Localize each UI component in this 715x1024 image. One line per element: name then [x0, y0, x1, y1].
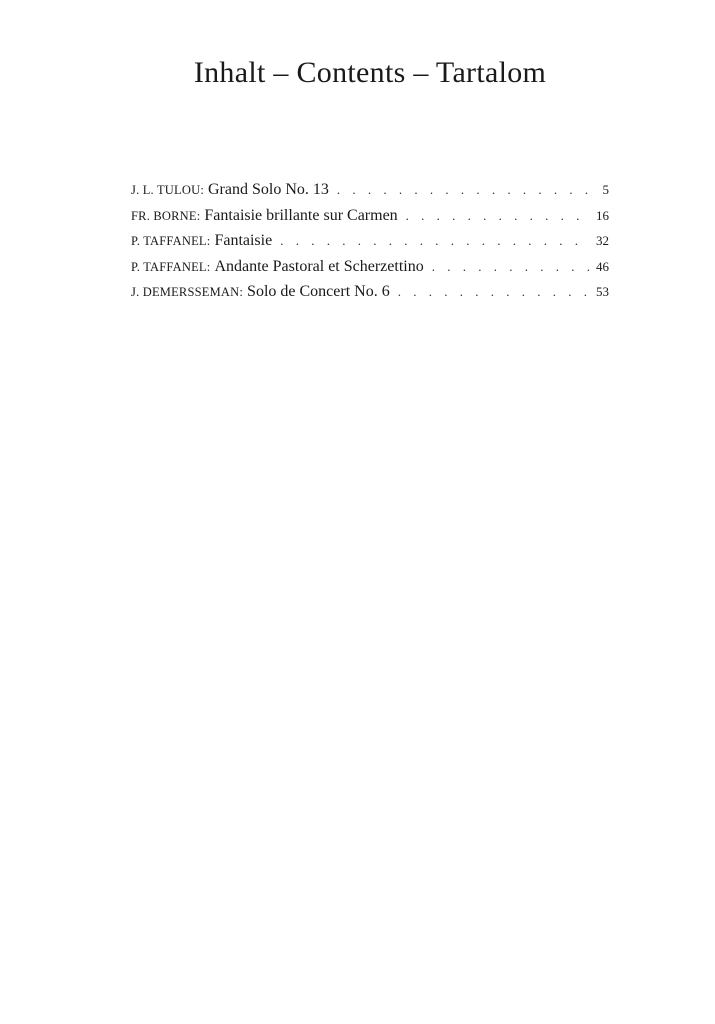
toc-entry — [131, 258, 609, 284]
toc-entry — [131, 207, 609, 233]
table-of-contents — [131, 181, 609, 309]
toc-composer: P. TAFFANEL: — [131, 234, 211, 248]
toc-entry — [131, 283, 609, 309]
toc-work-title: Andante Pastoral et Scherzettino — [214, 257, 424, 275]
toc-page-number: 46 — [596, 258, 609, 274]
toc-entry — [131, 232, 609, 258]
toc-page-number: 16 — [596, 207, 609, 223]
toc-work-title: Fantaisie brillante sur Carmen — [204, 206, 398, 224]
dot-leader — [432, 259, 589, 275]
toc-work-title: Grand Solo No. 13 — [208, 181, 329, 198]
toc-work-title: Fantaisie — [214, 232, 273, 249]
toc-work-title: Solo de Concert No. 6 — [247, 283, 390, 300]
toc-composer: P. TAFFANEL: — [131, 259, 211, 274]
dot-leader — [337, 182, 589, 198]
toc-composer: J. DEMERSSEMAN: — [131, 285, 244, 299]
dot-leader — [406, 208, 589, 224]
dot-leader — [280, 233, 589, 249]
toc-entry — [131, 181, 609, 207]
toc-composer: FR. BORNE: — [131, 208, 201, 223]
page-title: Inhalt – Contents – Tartalom — [193, 56, 547, 89]
toc-page-number: 32 — [596, 233, 609, 248]
toc-page-number: 5 — [602, 182, 609, 197]
dot-leader — [398, 284, 589, 300]
toc-page-number: 53 — [596, 284, 609, 299]
toc-composer: J. L. TULOU: — [131, 183, 204, 197]
